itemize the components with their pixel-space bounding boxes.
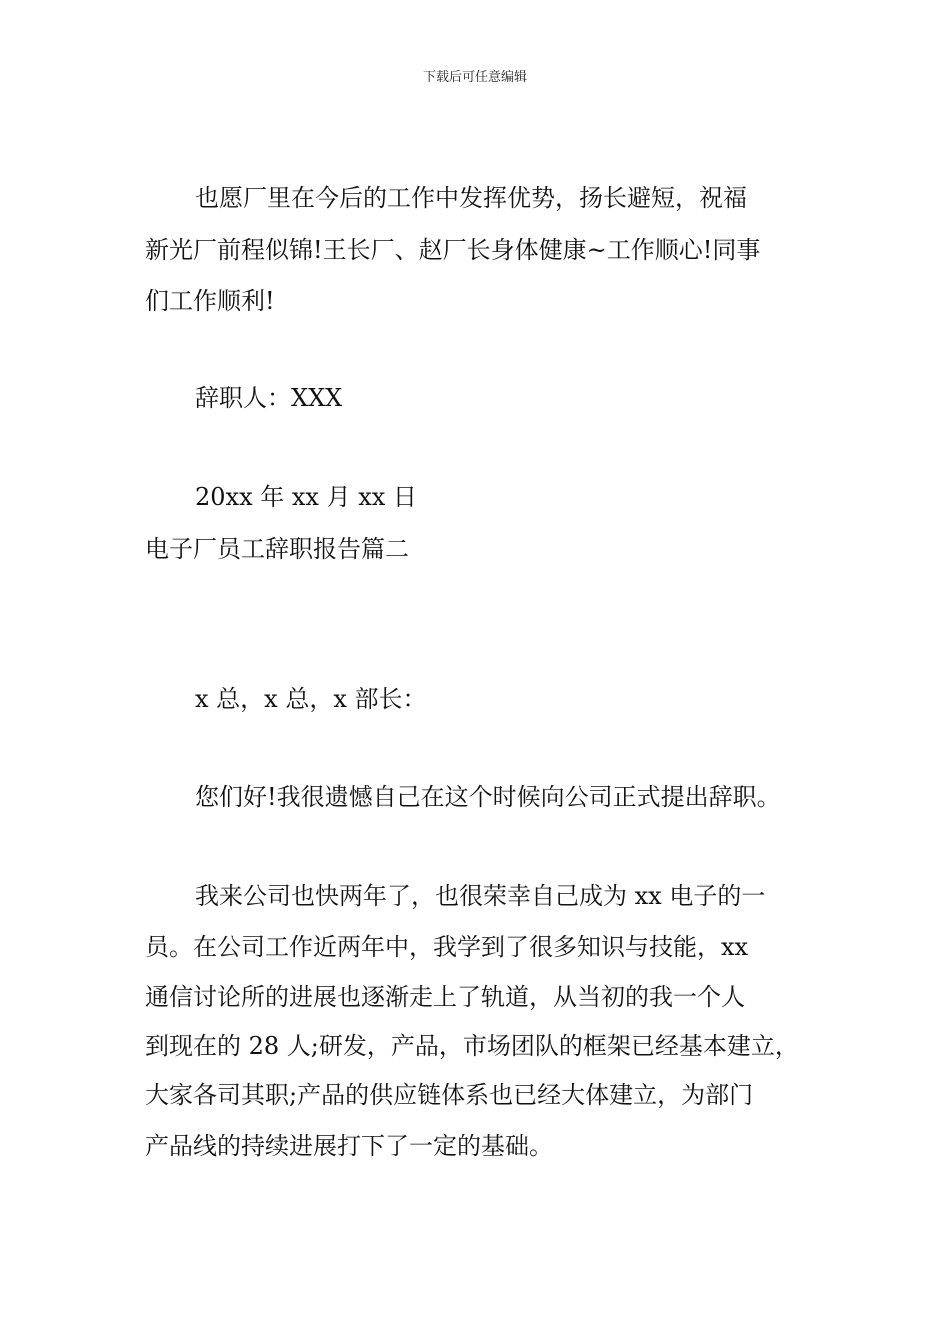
paragraph-3-line-3: 通信讨论所的进展也逐渐走上了轨道，从当初的我一个人 <box>145 983 745 1011</box>
page-header-note: 下载后可任意编辑 <box>422 70 527 85</box>
paragraph-1-line-3: 们工作顺利! <box>145 287 275 315</box>
paragraph-3-line-1: 我来公司也快两年了，也很荣幸自己成为 xx 电子的一 <box>195 882 766 910</box>
paragraph-1-line-1: 也愿厂里在今后的工作中发挥优势，扬长避短，祝福 <box>195 184 747 212</box>
paragraph-1-line-2: 新光厂前程似锦!王长厂、赵厂长身体健康~工作顺心!同事 <box>145 236 761 264</box>
date-line: 20xx 年 xx 月 xx 日 <box>195 483 417 511</box>
greeting-line: x 总，x 总，x 部长： <box>195 685 427 713</box>
signer-line: 辞职人：XXX <box>195 384 343 412</box>
paragraph-3-line-2: 员。在公司工作近两年中，我学到了很多知识与技能，xx <box>145 933 749 961</box>
paragraph-3-line-4: 到现在的 28 人;研发，产品，市场团队的框架已经基本建立， <box>145 1032 799 1060</box>
paragraph-3-line-6: 产品线的持续进展打下了一定的基础。 <box>145 1132 553 1160</box>
section-heading: 电子厂员工辞职报告篇二 <box>145 535 409 563</box>
paragraph-2-line-1: 您们好!我很遗憾自己在这个时候向公司正式提出辞职。 <box>195 783 781 811</box>
paragraph-3-line-5: 大家各司其职;产品的供应链体系也已经大体建立，为部门 <box>145 1081 754 1109</box>
